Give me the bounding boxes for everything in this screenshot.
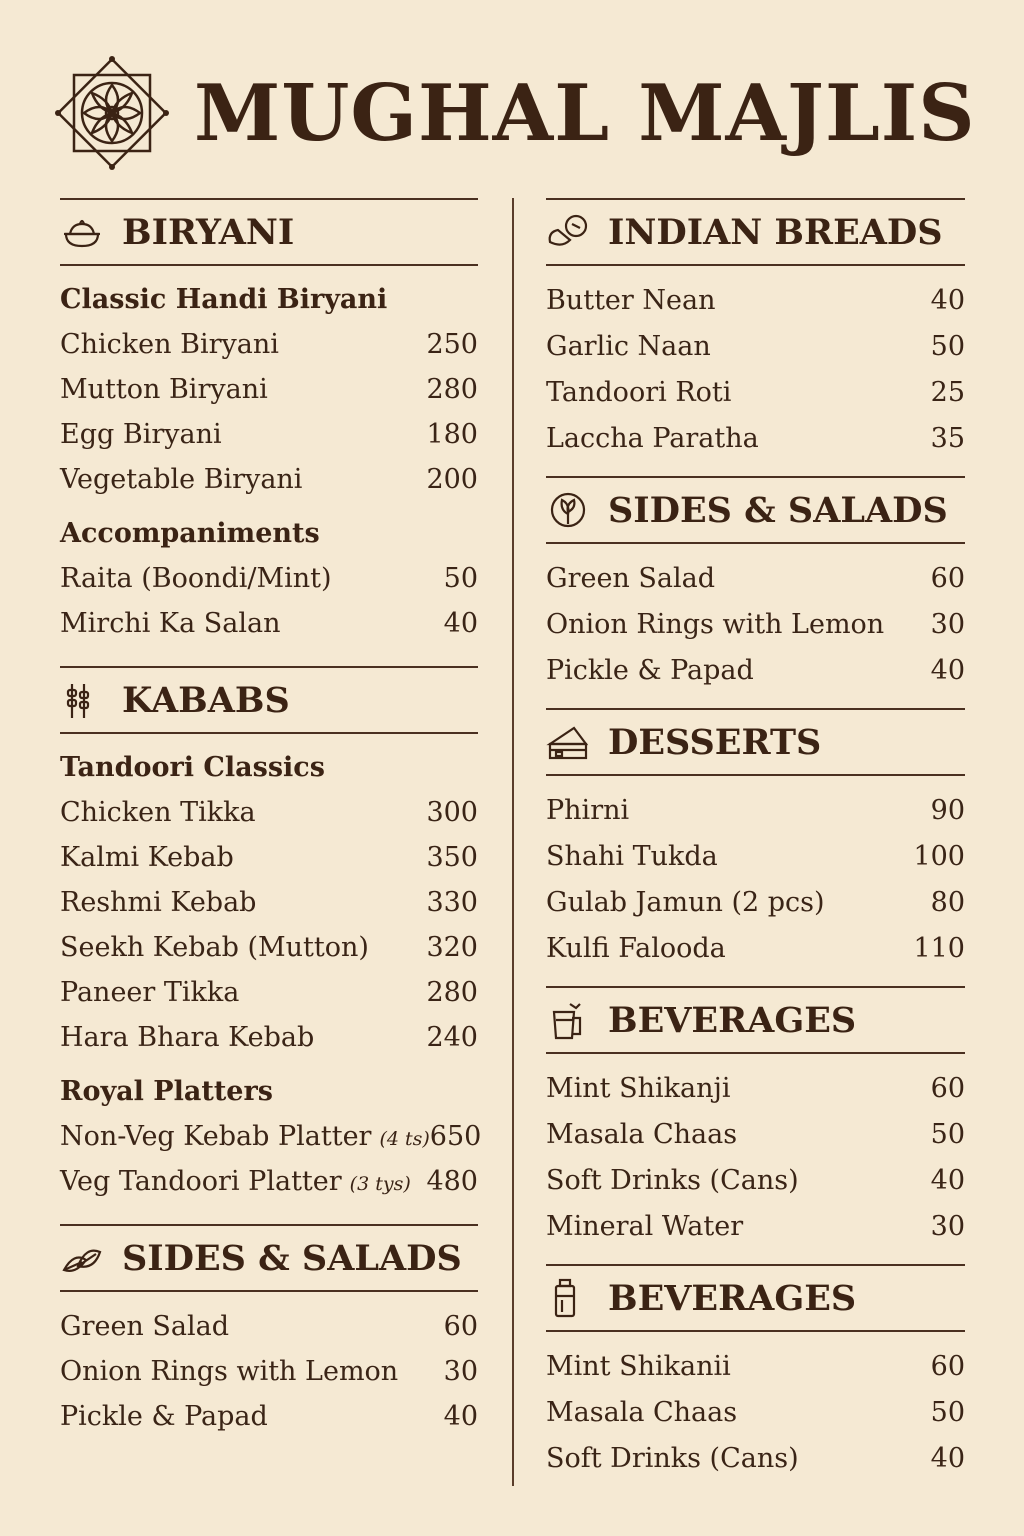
item-price: 25	[930, 377, 965, 408]
bottle-icon	[546, 1278, 590, 1318]
item-name-wrap	[546, 370, 731, 416]
item-name: Onion Rings with Lemon	[60, 1356, 399, 1387]
item-price: 60	[443, 1311, 478, 1342]
item-name: Masala Chaas	[546, 1119, 738, 1150]
subsection-heading: Classic Handi Biryani	[60, 284, 388, 315]
item-name-wrap	[60, 556, 332, 601]
column-divider	[512, 198, 514, 1486]
section-items	[546, 266, 965, 476]
item-price: 40	[930, 1443, 965, 1474]
item-name: Chicken Biryani	[60, 329, 279, 360]
menu-item	[60, 1015, 478, 1060]
item-name-wrap	[546, 324, 711, 370]
leaves-icon	[60, 1238, 104, 1278]
item-name: Pickle & Papad	[546, 655, 754, 686]
section-header	[546, 708, 965, 776]
item-name: Soft Drinks (Cans)	[546, 1443, 799, 1474]
section-header	[546, 476, 965, 544]
section-title: INDIAN BREADS	[608, 211, 943, 253]
section-items	[546, 1332, 965, 1496]
menu-item	[60, 1394, 478, 1439]
item-price: 35	[930, 423, 965, 454]
item-name: Masala Chaas	[546, 1397, 738, 1428]
item-price: 50	[443, 563, 478, 594]
item-name-wrap	[60, 1394, 268, 1439]
subsection-heading: Accompaniments	[60, 518, 320, 549]
item-name-wrap	[546, 1066, 730, 1112]
item-price: 30	[930, 1211, 965, 1242]
restaurant-name: MUGHAL MAJLIS	[194, 67, 976, 159]
item-price: 90	[930, 795, 965, 826]
item-name-wrap	[60, 457, 302, 502]
menu-item	[60, 601, 478, 646]
item-name: Mutton Biryani	[60, 374, 268, 405]
item-name-wrap	[60, 1349, 398, 1394]
item-name: Pickle & Papad	[60, 1401, 268, 1432]
menu-section-indian-breads	[546, 198, 965, 476]
item-name: Onion Rings with Lemon	[546, 609, 885, 640]
item-name: Laccha Paratha	[546, 423, 759, 454]
item-name: Kulfi Falooda	[546, 933, 726, 964]
item-name-wrap	[546, 1158, 799, 1204]
item-name-wrap	[546, 1436, 799, 1482]
section-items	[60, 266, 478, 666]
menu-item	[546, 556, 965, 602]
menu-item	[546, 1390, 965, 1436]
item-price: 180	[426, 419, 478, 450]
menu-item	[60, 1114, 482, 1159]
item-name-wrap	[546, 834, 718, 880]
subsection-heading: Royal Platters	[60, 1076, 273, 1107]
handi-pot-icon	[60, 212, 104, 252]
item-price: 30	[443, 1356, 478, 1387]
item-name: Soft Drinks (Cans)	[546, 1165, 799, 1196]
section-header	[60, 666, 478, 734]
item-name-wrap	[546, 880, 825, 926]
section-title: SIDES & SALADS	[608, 489, 948, 531]
item-name-wrap	[546, 278, 716, 324]
item-name-wrap	[546, 926, 726, 972]
menu-item	[60, 880, 478, 925]
menu-item	[60, 1349, 478, 1394]
item-price: 350	[426, 842, 478, 873]
salad-bowl-icon	[546, 490, 590, 530]
item-name-wrap	[60, 1114, 430, 1162]
menu-section-kababs	[60, 666, 482, 1224]
section-header	[60, 1224, 478, 1292]
menu-item	[546, 926, 965, 972]
item-price: 60	[930, 1073, 965, 1104]
glass-icon	[546, 1000, 590, 1040]
section-header	[546, 198, 965, 266]
item-name-wrap	[546, 602, 884, 648]
subsection-heading: Tandoori Classics	[60, 752, 325, 783]
item-price: 250	[426, 329, 478, 360]
right-menu-column	[546, 198, 965, 1496]
item-note: (4 ts)	[379, 1128, 430, 1150]
section-header	[546, 986, 965, 1054]
menu-item	[60, 1304, 478, 1349]
menu-item	[546, 834, 965, 880]
section-title: BEVERAGES	[608, 1277, 857, 1319]
section-header	[60, 198, 478, 266]
menu-item	[546, 1112, 965, 1158]
item-name: Mint Shikanii	[546, 1351, 731, 1382]
item-name: Green Salad	[60, 1311, 230, 1342]
section-title: KABABS	[122, 679, 290, 721]
menu-item	[60, 412, 478, 457]
menu-item	[60, 367, 478, 412]
menu-item	[60, 556, 478, 601]
section-title: DESSERTS	[608, 721, 822, 763]
item-name: Veg Tandoori Platter	[60, 1166, 342, 1197]
item-price: 480	[426, 1166, 478, 1197]
item-name-wrap	[546, 1204, 743, 1250]
item-name: Chicken Tikka	[60, 797, 256, 828]
section-title: SIDES & SALADS	[122, 1237, 462, 1279]
menu-item	[546, 278, 965, 324]
item-price: 280	[426, 374, 478, 405]
item-price: 60	[930, 563, 965, 594]
menu-section-desserts	[546, 708, 965, 986]
item-name-wrap	[546, 788, 629, 834]
menu-section-beverages	[546, 986, 965, 1264]
item-price: 80	[930, 887, 965, 918]
item-name: Kalmi Kebab	[60, 842, 234, 873]
item-name-wrap	[60, 970, 239, 1015]
item-price: 650	[429, 1121, 482, 1152]
item-name: Mint Shikanji	[546, 1073, 731, 1104]
menu-section-beverages	[546, 1264, 965, 1496]
menu-section-sides-salads	[60, 1224, 478, 1459]
bread-icon	[546, 212, 590, 252]
item-name: Phirni	[546, 795, 630, 826]
item-name-wrap	[60, 835, 234, 880]
item-name: Paneer Tikka	[60, 977, 240, 1008]
section-items	[60, 734, 482, 1224]
item-name-wrap	[60, 790, 256, 835]
item-price: 50	[930, 331, 965, 362]
item-name: Hara Bhara Kebab	[60, 1022, 315, 1053]
item-name-wrap	[60, 1159, 411, 1207]
item-name: Green Salad	[546, 563, 716, 594]
menu-header	[50, 48, 974, 178]
skewers-icon	[60, 680, 104, 720]
menu-item	[546, 1436, 965, 1482]
section-items	[546, 1054, 965, 1264]
item-price: 300	[426, 797, 478, 828]
item-name: Shahi Tukda	[546, 841, 718, 872]
item-name-wrap	[60, 367, 268, 412]
item-name: Non-Veg Kebab Platter	[60, 1121, 372, 1152]
item-name: Raita (Boondi/Mint)	[60, 563, 332, 594]
item-name-wrap	[546, 1344, 731, 1390]
item-name-wrap	[60, 880, 256, 925]
menu-item	[546, 324, 965, 370]
item-name: Gulab Jamun (2 pcs)	[546, 887, 825, 918]
item-name-wrap	[60, 1015, 314, 1060]
item-name-wrap	[60, 322, 279, 367]
item-price: 50	[930, 1397, 965, 1428]
item-price: 40	[443, 1401, 478, 1432]
item-name: Tandoori Roti	[546, 377, 732, 408]
item-name-wrap	[60, 925, 369, 970]
item-note: (3 tys)	[349, 1173, 411, 1195]
section-items	[546, 544, 965, 708]
menu-item	[546, 1204, 965, 1250]
menu-item	[546, 416, 965, 462]
menu-item	[546, 1158, 965, 1204]
section-items	[546, 776, 965, 986]
menu-item	[60, 835, 478, 880]
section-title: BIRYANI	[122, 211, 295, 253]
star-mandala-icon	[50, 51, 174, 175]
section-header	[546, 1264, 965, 1332]
item-price: 240	[426, 1022, 478, 1053]
item-price: 110	[913, 933, 965, 964]
menu-section-sides-salads	[546, 476, 965, 708]
item-name-wrap	[60, 412, 222, 457]
item-name-wrap	[546, 1112, 737, 1158]
item-name-wrap	[60, 601, 280, 646]
menu-item	[546, 370, 965, 416]
item-price: 320	[426, 932, 478, 963]
item-name-wrap	[546, 416, 759, 462]
menu-item	[546, 1344, 965, 1390]
item-price: 280	[426, 977, 478, 1008]
menu-item	[60, 322, 478, 367]
item-price: 50	[930, 1119, 965, 1150]
menu-item	[60, 970, 478, 1015]
menu-item	[546, 602, 965, 648]
item-price: 30	[930, 609, 965, 640]
item-name: Seekh Kebab (Mutton)	[60, 932, 369, 963]
menu-item	[546, 1066, 965, 1112]
item-price: 40	[930, 285, 965, 316]
item-price: 40	[930, 655, 965, 686]
item-name: Egg Biryani	[60, 419, 222, 450]
item-price: 60	[930, 1351, 965, 1382]
item-price: 40	[443, 608, 478, 639]
item-price: 40	[930, 1165, 965, 1196]
menu-section-biryani	[60, 198, 478, 666]
item-name: Vegetable Biryani	[60, 464, 303, 495]
item-name: Garlic Naan	[546, 331, 711, 362]
item-price: 100	[913, 841, 965, 872]
item-name-wrap	[60, 1304, 229, 1349]
menu-item	[546, 788, 965, 834]
menu-item	[60, 790, 478, 835]
menu-item	[60, 457, 478, 502]
menu-item	[546, 880, 965, 926]
item-name: Mirchi Ka Salan	[60, 608, 281, 639]
item-price: 330	[426, 887, 478, 918]
item-name: Mineral Water	[546, 1211, 744, 1242]
item-price: 200	[426, 464, 478, 495]
item-name-wrap	[546, 648, 754, 694]
item-name: Butter Nean	[546, 285, 716, 316]
item-name-wrap	[546, 1390, 737, 1436]
section-items	[60, 1292, 478, 1459]
item-name-wrap	[546, 556, 715, 602]
menu-item	[60, 925, 478, 970]
item-name: Reshmi Kebab	[60, 887, 257, 918]
left-menu-column	[60, 198, 482, 1459]
section-title: BEVERAGES	[608, 999, 857, 1041]
cake-slice-icon	[546, 722, 590, 762]
menu-item	[60, 1159, 478, 1204]
menu-item	[546, 648, 965, 694]
